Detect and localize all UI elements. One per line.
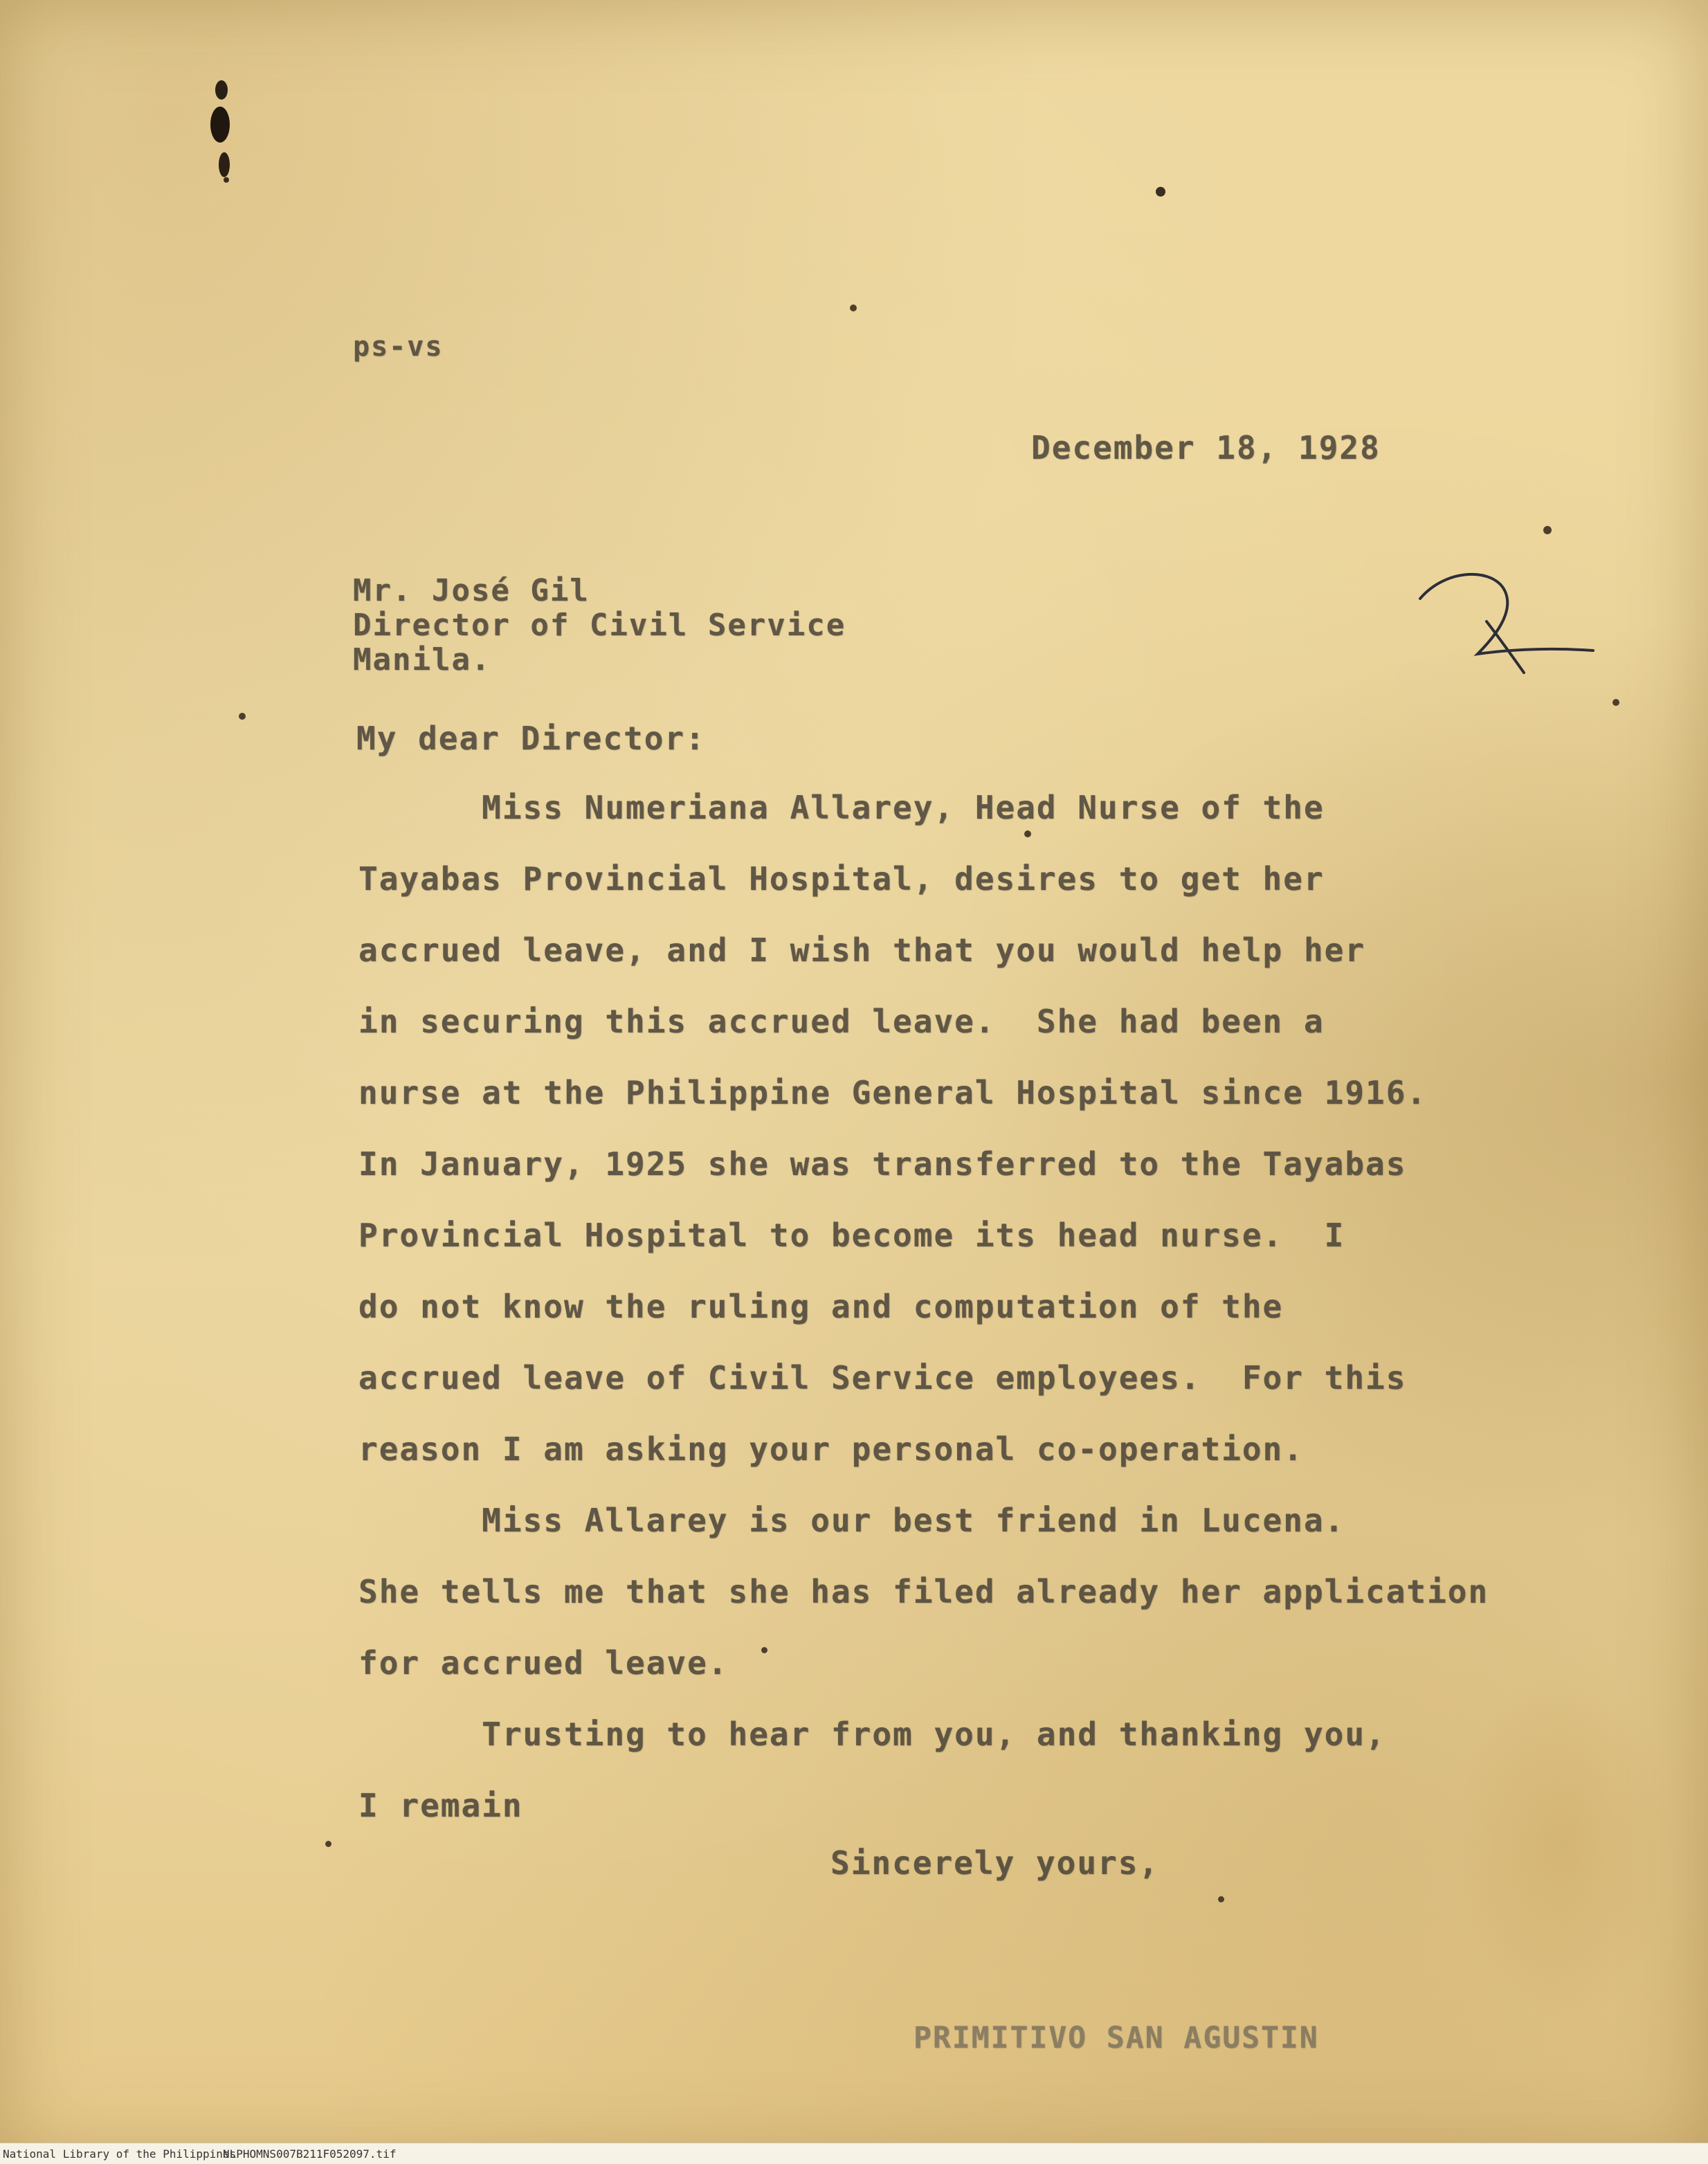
reference-initials: ps-vs (353, 331, 444, 363)
ink-blot-icon (208, 69, 235, 187)
salutation: My dear Director: (356, 720, 706, 757)
body-line: reason I am asking your personal co-operation. (358, 1430, 1304, 1468)
foxing-spot (761, 1647, 767, 1653)
foxing-spot (1612, 699, 1619, 706)
archive-footer (0, 2143, 1708, 2164)
body-line: nurse at the Philippine General Hospital since 1916. (358, 1074, 1428, 1111)
archive-institution: National Library of the Philippines (3, 2147, 237, 2161)
recipient-title: Director of Civil Service (353, 608, 846, 643)
recipient-location: Manila. (353, 642, 491, 678)
body-line: accrued leave, and I wish that you would help her (358, 931, 1366, 969)
body-line: Miss Numeriana Allarey, Head Nurse of the (358, 789, 1325, 826)
body-line: in securing this accrued leave. She had been a (358, 1003, 1325, 1040)
foxing-spot (850, 304, 857, 311)
foxing-spot (325, 1841, 331, 1847)
body-line: In January, 1925 she was transferred to the Tayabas (358, 1145, 1407, 1183)
body-line: She tells me that she has filed already her application (358, 1573, 1489, 1610)
archive-file-id: NLPHOMNS007B211F052097.tif (223, 2147, 397, 2161)
body-line: Trusting to hear from you, and thanking you, (358, 1716, 1386, 1753)
body-line: Provincial Hospital to become its head nurse. I (358, 1217, 1345, 1254)
body-line: accrued leave of Civil Service employees. For this (358, 1359, 1407, 1397)
foxing-spot (1543, 526, 1552, 534)
foxing-spot (1024, 830, 1031, 837)
body-line: for accrued leave. (358, 1644, 729, 1682)
signatory-name: PRIMITIVO SAN AGUSTIN (914, 2021, 1319, 2055)
handwritten-check-mark (1412, 561, 1606, 678)
body-line: Tayabas Provincial Hospital, desires to get her (358, 860, 1325, 898)
letter-date: December 18, 1928 (1031, 429, 1381, 466)
foxing-spot (239, 713, 246, 720)
water-stain (1453, 1661, 1675, 2021)
recipient-name: Mr. José Gil (353, 573, 590, 608)
body-line: do not know the ruling and computation of the (358, 1288, 1284, 1325)
body-line: I remain (358, 1787, 523, 1824)
foxing-spot (1218, 1896, 1224, 1902)
closing: Sincerely yours, (830, 1844, 1160, 1882)
foxing-spot (1156, 187, 1165, 197)
body-line: Miss Allarey is our best friend in Lucena. (358, 1502, 1345, 1539)
